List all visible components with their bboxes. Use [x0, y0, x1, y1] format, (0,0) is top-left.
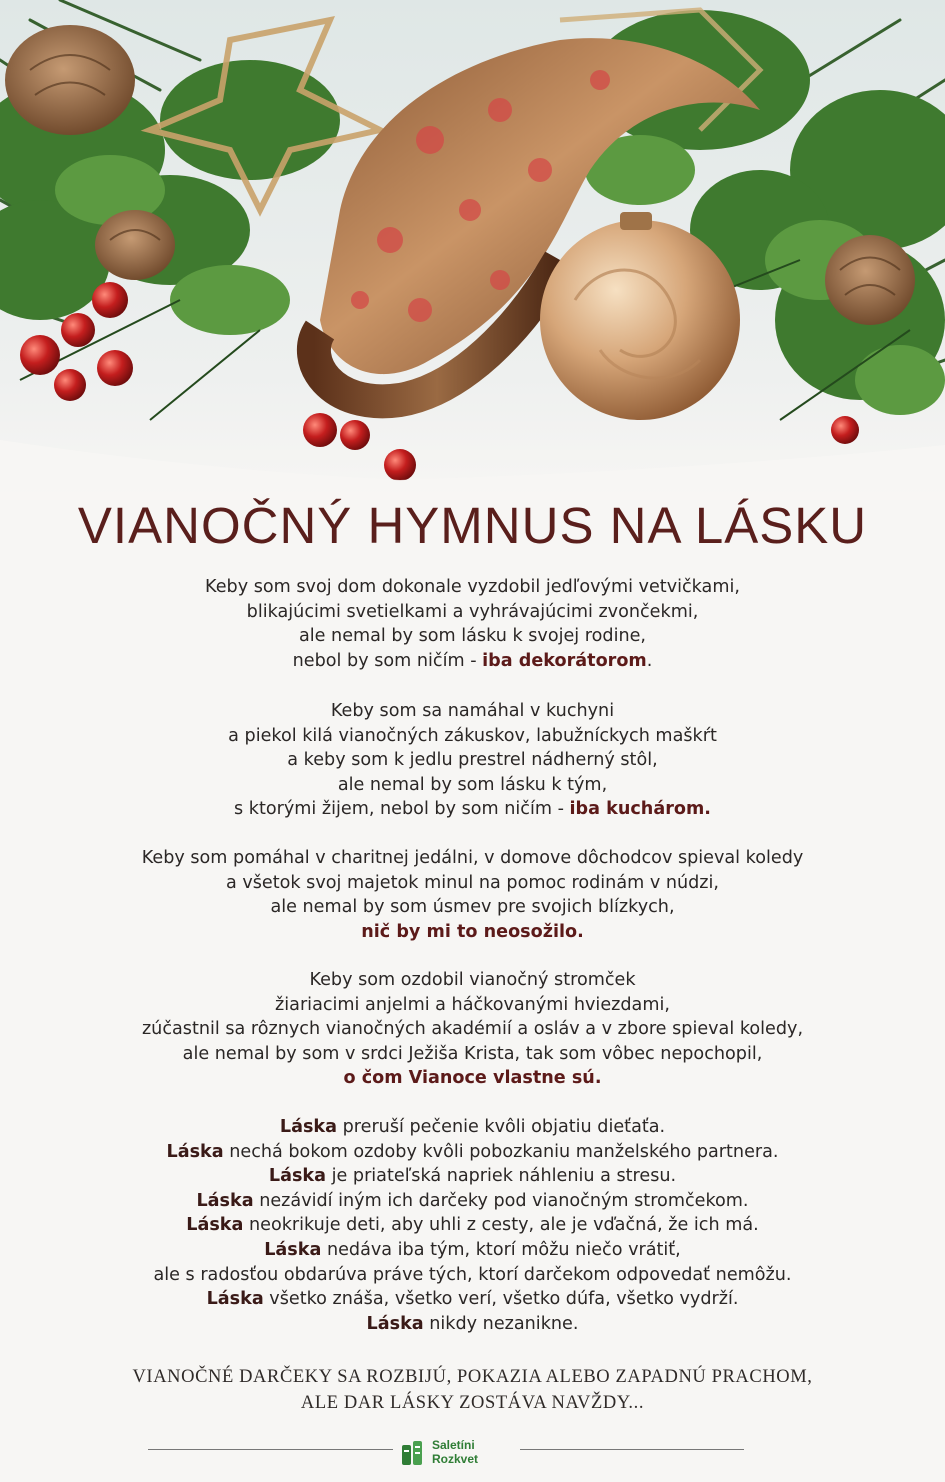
- highlight-text: o čom Vianoce vlastne sú.: [343, 1068, 602, 1089]
- poem-line: Keby som svoj dom dokonale vyzdobil jedľovými vetvičkami,: [205, 577, 740, 597]
- poem-line: ale nemal by som v srdci Ježiša Krista, tak som vôbec nepochopil,: [182, 1043, 763, 1064]
- stanza-4: [0, 968, 945, 1091]
- highlight-text: iba dekorátorom: [482, 650, 647, 671]
- love-line: Láska nezávidí iným ich darčeky pod vianočným stromčekom.: [196, 1190, 749, 1211]
- footer-divider-right: [520, 1449, 744, 1450]
- poem-line: Keby som ozdobil vianočný stromček: [309, 970, 636, 990]
- love-line: Láska neokrikuje deti, aby uhli z cesty, ale je vďačná, že ich má.: [186, 1215, 759, 1236]
- poem-line: s ktorými žijem, nebol by som ničím - iba kuchárom.: [234, 799, 711, 820]
- stanza-2: [0, 699, 945, 822]
- stanza-3: [0, 846, 945, 944]
- poem-line: nebol by som ničím - iba dekorátorom.: [292, 650, 653, 671]
- poem-line: ale nemal by som lásku k svojej rodine,: [298, 626, 647, 647]
- logo-line-2: Rozkvet: [432, 1452, 479, 1466]
- poem-title: VIANOČNÝ HYMNUS NA LÁSKU: [77, 497, 868, 554]
- poem-line: a keby som k jedlu prestrel nádherný stôl,: [287, 750, 658, 771]
- love-line: Láska všetko znáša, všetko verí, všetko dúfa, všetko vydrží.: [206, 1289, 739, 1310]
- love-line: Láska preruší pečenie kvôli objatiu dieťaťa.: [279, 1117, 666, 1137]
- christmas-decoration-image: [0, 0, 945, 500]
- love-line: Láska je priateľská napriek náhleniu a stresu.: [268, 1166, 677, 1187]
- highlight-text: iba kuchárom.: [569, 799, 711, 820]
- poem-line: a piekol kilá vianočných zákuskov, labužníckych maškŕt: [228, 725, 717, 746]
- love-line: Láska nechá bokom ozdoby kvôli pobozkaniu manželského partnera.: [166, 1141, 779, 1162]
- stanza-1: [0, 575, 945, 673]
- poem-line: Keby som pomáhal v charitnej jedálni, v domove dôchodcov spieval koledy: [141, 848, 804, 868]
- love-line: ale s radosťou obdarúva práve tých, ktorí darčekom odpovedať nemôžu.: [153, 1264, 792, 1285]
- poem-line: [0, 920, 945, 945]
- poem-line: ale nemal by som úsmev pre svojich blízkych,: [270, 897, 675, 918]
- closing-line: VIANOČNÉ DARČEKY SA ROZBIJÚ, POKAZIA ALEBO ZAPADNÚ PRACHOM,: [132, 1367, 813, 1387]
- love-stanza: [0, 1115, 945, 1336]
- love-line: Láska nikdy nezanikne.: [366, 1313, 579, 1334]
- footer-divider-left: [148, 1449, 393, 1450]
- logo-text: [432, 1438, 478, 1466]
- closing-statement: [0, 1364, 945, 1416]
- saletini-rozkvet-logo: [401, 1435, 511, 1471]
- logo-line-1: Saletíni: [432, 1438, 475, 1452]
- poem-line: a všetok svoj majetok minul na pomoc rodinám v núdzi,: [225, 872, 720, 893]
- closing-line: ALE DAR LÁSKY ZOSTÁVA NAVŽDY...: [300, 1393, 645, 1413]
- poem-line: [0, 1066, 945, 1091]
- poem-line: ale nemal by som lásku k tým,: [337, 774, 608, 795]
- saletini-logo-icon: [401, 1439, 429, 1467]
- poem-line: zúčastnil sa rôznych vianočných akadémií a osláv a v zbore spieval koledy,: [141, 1019, 804, 1040]
- love-line: Láska nedáva iba tým, ktorí môžu niečo vrátiť,: [264, 1239, 681, 1260]
- poem-line: Keby som sa namáhal v kuchyni: [330, 701, 615, 721]
- highlight-text: nič by mi to neosožilo.: [361, 921, 584, 942]
- poem-line: žiariacimi anjelmi a háčkovanými hviezdami,: [275, 994, 670, 1015]
- poem-line: blikajúcimi svetielkami a vyhrávajúcimi zvončekmi,: [246, 601, 699, 622]
